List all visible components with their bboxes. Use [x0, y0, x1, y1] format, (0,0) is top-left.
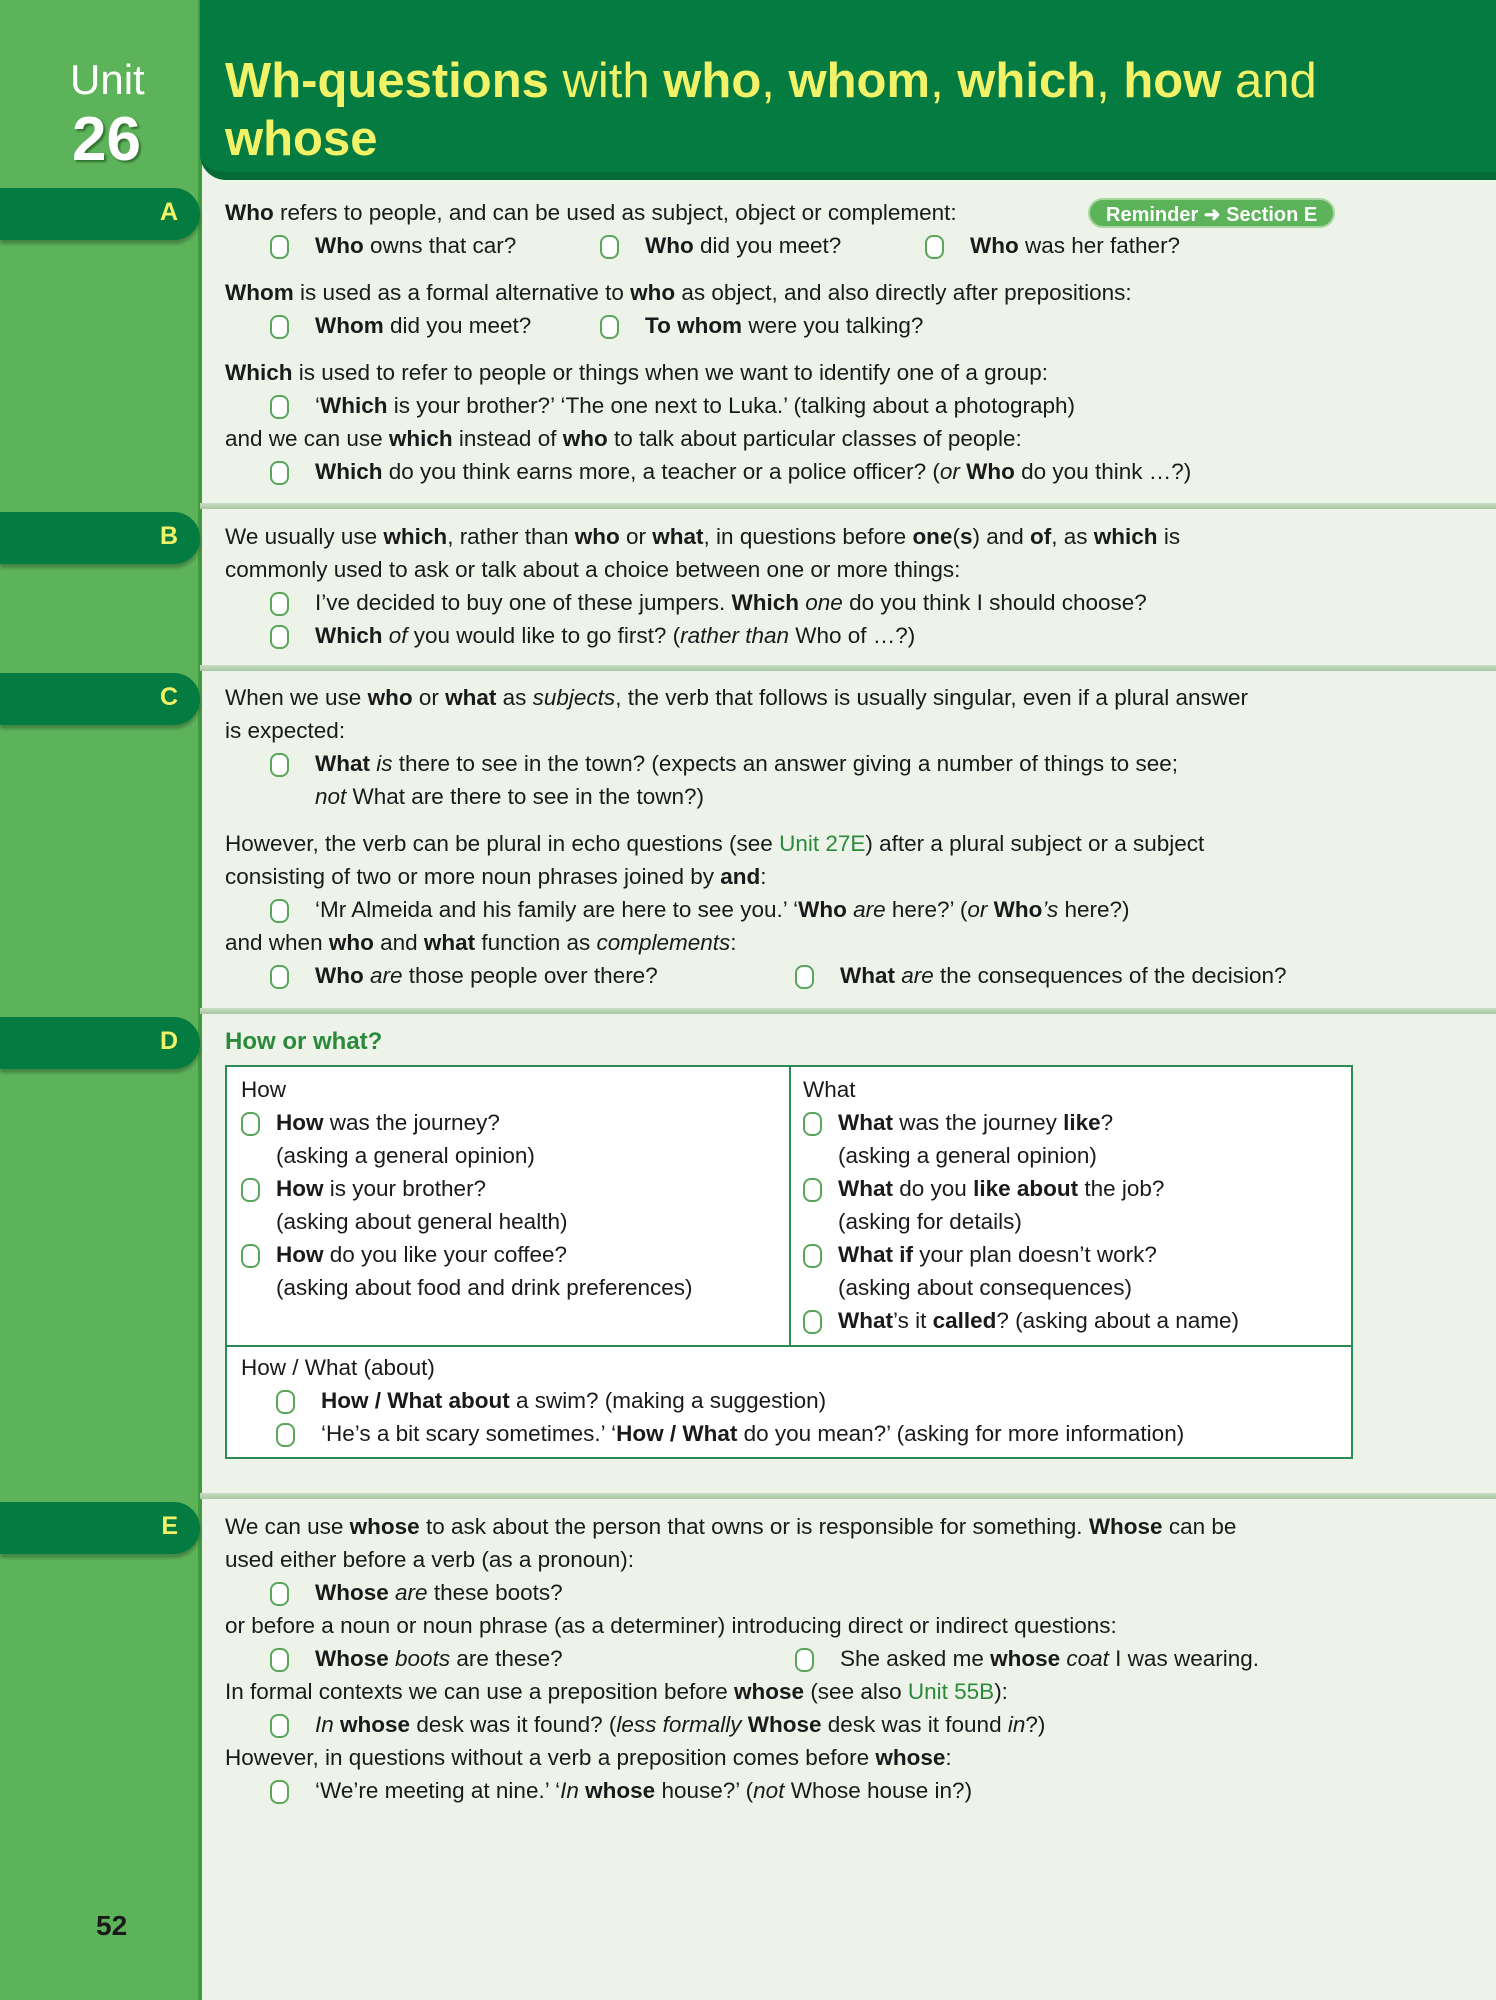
checkbox-icon[interactable] — [600, 315, 619, 339]
paragraph-line — [225, 276, 1365, 309]
checkbox-icon[interactable] — [270, 235, 289, 259]
paragraph-line — [225, 926, 1365, 959]
text-run: I was wearing. — [1108, 1646, 1259, 1671]
paragraph-line — [225, 827, 1365, 860]
text-run: commonly used to ask or talk about a choice between one or more things: — [225, 557, 961, 582]
text-run: how — [1123, 54, 1222, 108]
example-line — [225, 309, 1365, 342]
text-run: who — [328, 930, 374, 955]
example-note: (asking for details) — [838, 1209, 1022, 1234]
text-run: which — [383, 524, 448, 549]
text-run: which — [388, 426, 453, 451]
unit-link[interactable]: Unit 55B — [907, 1679, 995, 1704]
text-run: In — [315, 1712, 334, 1737]
text-run: Whose — [747, 1712, 822, 1737]
text-run: do you like your coffee? — [323, 1242, 567, 1267]
text-run: ? (asking about a name) — [996, 1308, 1240, 1333]
text-run: is — [376, 751, 393, 776]
text-run: s — [959, 524, 973, 549]
section-letter: A — [159, 198, 178, 226]
text-run: Which — [731, 590, 800, 615]
text-run: , as — [1051, 524, 1094, 549]
text-run: rather than — [680, 623, 789, 648]
checkbox-icon[interactable] — [270, 395, 289, 419]
text-run: and — [1221, 54, 1317, 108]
text-run: called — [932, 1308, 997, 1333]
text-run: , — [930, 54, 958, 108]
checkbox-icon[interactable] — [795, 1648, 814, 1672]
text-run: : — [945, 1745, 952, 1770]
text-run: What — [840, 963, 895, 988]
text-run: Whose — [315, 1580, 389, 1605]
text-run: refers to people, and can be used as subject, object or complement: — [273, 200, 957, 225]
text-run: was the journey — [893, 1110, 1064, 1135]
paragraph-line — [225, 681, 1365, 714]
text-run: not — [753, 1778, 785, 1803]
example-line — [225, 959, 1365, 992]
text-run: there to see in the town? (expects an answer giving a number of things to see; — [392, 751, 1178, 776]
text-run: Wh-questions — [225, 54, 549, 108]
text-run: one — [912, 524, 953, 549]
checkbox-icon[interactable] — [270, 592, 289, 616]
checkbox-icon[interactable] — [270, 1648, 289, 1672]
text-run: did you meet? — [383, 313, 532, 338]
text-run: How / What about — [321, 1388, 510, 1413]
text-run: desk was it found — [821, 1712, 1008, 1737]
text-run: However, the verb can be plural in echo questions (see — [225, 831, 780, 856]
text-run: Which — [315, 459, 383, 484]
text-run: ?) — [1025, 1712, 1046, 1737]
checkbox-icon[interactable] — [803, 1244, 822, 1268]
unit-link[interactable]: Unit 27E — [779, 831, 866, 856]
checkbox-icon[interactable] — [276, 1390, 295, 1414]
text-run: ’s it — [893, 1308, 933, 1333]
text-run: ‘ — [315, 393, 320, 418]
text-run: which — [1093, 524, 1158, 549]
text-run: Whom — [315, 313, 384, 338]
text-run: do you think I should choose? — [842, 590, 1147, 615]
text-run: ’s — [1042, 897, 1059, 922]
example-line — [225, 893, 1365, 926]
text-run: How / What — [616, 1421, 738, 1446]
text-run: , — [761, 54, 789, 108]
column-heading: How — [241, 1077, 287, 1102]
text-run: whose — [734, 1679, 805, 1704]
text-run: to ask about the person that owns or is responsible for something. — [419, 1514, 1089, 1539]
text-run: you would like to go first? ( — [407, 623, 681, 648]
text-run: or — [967, 897, 988, 922]
checkbox-icon[interactable] — [925, 235, 944, 259]
section-tab — [0, 1502, 200, 1554]
paragraph-line — [225, 422, 1365, 455]
text-run: What — [838, 1176, 893, 1201]
text-run: In formal contexts we can use a preposition before — [225, 1679, 735, 1704]
checkbox-icon[interactable] — [270, 461, 289, 485]
text-run: is expected: — [225, 718, 346, 743]
text-run: Which — [320, 393, 388, 418]
section-divider — [200, 1493, 1496, 1499]
example-line — [241, 1238, 781, 1271]
text-run: Who — [225, 200, 274, 225]
text-run: : — [760, 864, 767, 889]
section-tab — [0, 673, 200, 725]
text-run: ‘Mr Almeida and his family are here to see you.’ ‘ — [315, 897, 799, 922]
paragraph-line — [225, 520, 1365, 553]
section-letter: B — [159, 522, 178, 550]
example-item — [970, 229, 1180, 262]
checkbox-icon[interactable] — [803, 1178, 822, 1202]
text-run: Which — [225, 360, 293, 385]
text-run: who — [562, 426, 608, 451]
text-run: not — [315, 784, 347, 809]
checkbox-icon[interactable] — [276, 1423, 295, 1447]
text-run: We can use — [225, 1514, 350, 1539]
text-run: less formally — [616, 1712, 742, 1737]
text-run: (see also — [804, 1679, 908, 1704]
text-run: owns that car? — [363, 233, 517, 258]
example-line — [225, 619, 1365, 652]
text-run: are — [370, 963, 403, 988]
text-run: Who — [315, 963, 364, 988]
text-run: house?’ ( — [655, 1778, 754, 1803]
example-line — [803, 1106, 1343, 1139]
example-line — [803, 1304, 1343, 1337]
section-letter: D — [159, 1027, 178, 1055]
text-run: one — [805, 590, 843, 615]
column-heading: How / What (about) — [241, 1355, 435, 1380]
text-run: whose — [990, 1646, 1061, 1671]
what-column — [803, 1073, 1343, 1337]
example-line — [225, 389, 1365, 422]
paragraph-line — [225, 1609, 1365, 1642]
example-item — [840, 1642, 1259, 1675]
example-line — [225, 1576, 1365, 1609]
text-run: here?’ ( — [885, 897, 968, 922]
example-item — [645, 229, 841, 262]
text-run: What — [838, 1110, 893, 1135]
example-line — [225, 229, 1365, 262]
checkbox-icon[interactable] — [600, 235, 619, 259]
example-line — [241, 1172, 781, 1205]
text-run: Who — [970, 233, 1019, 258]
example-line — [225, 1708, 1365, 1741]
text-run: ) and — [972, 524, 1031, 549]
text-run: and we can use — [225, 426, 389, 451]
text-run: In — [560, 1778, 579, 1803]
text-run: do you think …?) — [1014, 459, 1192, 484]
text-run: , in questions before — [703, 524, 913, 549]
text-run: How — [276, 1242, 324, 1267]
text-run: What — [315, 751, 370, 776]
text-run: consisting of two or more noun phrases joined by — [225, 864, 721, 889]
text-run: , — [1096, 54, 1124, 108]
text-run: who — [574, 524, 620, 549]
paragraph-line — [225, 1675, 1365, 1708]
text-run: , the verb that follows is usually singular, even if a plural answer — [615, 685, 1249, 710]
text-run: , rather than — [447, 524, 575, 549]
text-run: or — [939, 459, 960, 484]
page-number: 52 — [96, 1910, 128, 1941]
text-run: is used as a formal alternative to — [293, 280, 631, 305]
text-run: Who — [798, 897, 847, 922]
paragraph-line — [225, 1741, 1365, 1774]
text-run: of — [1030, 524, 1052, 549]
text-run: When we use — [225, 685, 368, 710]
section-tab — [0, 188, 200, 240]
checkbox-icon[interactable] — [795, 965, 814, 989]
example-line — [225, 586, 1365, 619]
example-note: (asking about general health) — [276, 1209, 568, 1234]
how-column — [241, 1073, 781, 1304]
text-run: boots — [395, 1646, 451, 1671]
text-run: and — [373, 930, 424, 955]
example-line — [241, 1417, 1341, 1450]
text-run: as object, and also directly after prepositions: — [675, 280, 1132, 305]
text-run: and — [720, 864, 761, 889]
example-note: (asking a general opinion) — [838, 1143, 1097, 1168]
section-divider — [200, 503, 1496, 509]
text-run: as — [496, 685, 533, 710]
text-run: She asked me — [840, 1646, 991, 1671]
text-run: complements — [596, 930, 731, 955]
text-run: Who — [315, 233, 364, 258]
checkbox-icon[interactable] — [270, 899, 289, 923]
text-run: : — [730, 930, 737, 955]
text-run: these boots? — [427, 1580, 563, 1605]
text-run: Who — [966, 459, 1015, 484]
checkbox-icon[interactable] — [803, 1112, 822, 1136]
checkbox-icon[interactable] — [241, 1244, 260, 1268]
text-run: do you mean?’ (asking for more information) — [737, 1421, 1185, 1446]
checkbox-icon[interactable] — [270, 1582, 289, 1606]
example-item — [840, 959, 1287, 992]
paragraph-line — [225, 860, 1365, 893]
text-run: Whom — [225, 280, 294, 305]
text-run: is your brother? — [323, 1176, 487, 1201]
text-run: What are there to see in the town?) — [346, 784, 704, 809]
section-divider — [200, 1008, 1496, 1014]
example-item — [645, 309, 923, 342]
text-run: was the journey? — [323, 1110, 500, 1135]
example-line — [241, 1106, 781, 1139]
text-run: who — [367, 685, 413, 710]
section-letter: C — [159, 683, 178, 711]
text-run: Who — [993, 897, 1043, 922]
checkbox-icon[interactable] — [803, 1310, 822, 1334]
checkbox-icon[interactable] — [270, 965, 289, 989]
example-note: (asking about food and drink preferences) — [276, 1275, 693, 1300]
text-run: I’ve decided to buy one of these jumpers. — [315, 590, 732, 615]
text-run: To whom — [645, 313, 743, 338]
text-run: was her father? — [1018, 233, 1181, 258]
text-run: those people over there? — [402, 963, 658, 988]
example-line — [803, 1238, 1343, 1271]
unit-label: Unit — [70, 56, 145, 103]
text-run: ): — [994, 1679, 1008, 1704]
text-run: are — [901, 963, 934, 988]
text-run: Who of …?) — [789, 623, 916, 648]
text-run: coat — [1066, 1646, 1109, 1671]
text-run: what — [423, 930, 476, 955]
text-run: the consequences of the decision? — [933, 963, 1287, 988]
text-run: who — [630, 280, 676, 305]
example-line — [225, 780, 1365, 813]
text-run: are — [395, 1580, 428, 1605]
text-run: of — [388, 623, 408, 648]
paragraph-line — [225, 1543, 1365, 1576]
paragraph-line — [225, 356, 1365, 389]
checkbox-icon[interactable] — [241, 1178, 260, 1202]
text-run: or — [619, 524, 653, 549]
example-item — [315, 229, 516, 262]
text-run: whom — [788, 54, 931, 108]
how-what-table — [225, 1065, 1353, 1459]
text-run: Who — [645, 233, 694, 258]
text-run: the job? — [1078, 1176, 1165, 1201]
text-run: How — [276, 1110, 324, 1135]
section-heading: How or what? — [225, 1028, 383, 1055]
text-run: like — [1063, 1110, 1101, 1135]
checkbox-icon[interactable] — [270, 1714, 289, 1738]
example-line — [241, 1384, 1341, 1417]
example-note: (asking about consequences) — [838, 1275, 1132, 1300]
text-run: here?) — [1058, 897, 1130, 922]
checkbox-icon[interactable] — [270, 315, 289, 339]
text-run: or before a noun or noun phrase (as a determiner) introducing direct or indirect questions: — [225, 1613, 1117, 1638]
text-run: What if — [838, 1242, 913, 1267]
example-line — [225, 747, 1365, 780]
text-run: We usually use — [225, 524, 384, 549]
text-run: to talk about particular classes of people: — [607, 426, 1022, 451]
text-run: is your brother?’ ‘The one next to Luka.’ (talking about a photograph) — [387, 393, 1076, 418]
example-line — [803, 1172, 1343, 1205]
text-run: are — [853, 897, 886, 922]
text-run: ? — [1100, 1110, 1114, 1135]
text-run: and when — [225, 930, 329, 955]
text-run: in — [1007, 1712, 1026, 1737]
text-run: what — [652, 524, 704, 549]
text-run: what — [445, 685, 497, 710]
text-run: whose — [225, 112, 378, 166]
text-run: are these? — [450, 1646, 563, 1671]
example-item — [315, 959, 658, 992]
text-run: is — [1157, 524, 1181, 549]
text-run: a swim? (making a suggestion) — [509, 1388, 827, 1413]
text-run: who — [663, 54, 762, 108]
text-run: did you meet? — [693, 233, 842, 258]
text-run: is used to refer to people or things when we want to identify one of a group: — [292, 360, 1048, 385]
table-divider — [789, 1067, 791, 1347]
table-divider — [227, 1345, 1351, 1347]
example-line — [225, 1642, 1365, 1675]
example-item — [315, 1642, 563, 1675]
text-run: or — [412, 685, 446, 710]
text-run: instead of — [452, 426, 563, 451]
example-note: (asking a general opinion) — [276, 1143, 535, 1168]
text-run: which — [957, 54, 1097, 108]
checkbox-icon[interactable] — [241, 1112, 260, 1136]
section-letter: E — [161, 1512, 178, 1540]
text-run: ) after a plural subject or a subject — [865, 831, 1205, 856]
text-run: with — [548, 54, 664, 108]
text-run: What — [838, 1308, 893, 1333]
text-run: How — [276, 1176, 324, 1201]
text-run: ( — [952, 524, 960, 549]
text-run: used either before a verb (as a pronoun): — [225, 1547, 634, 1572]
text-run: do you — [893, 1176, 974, 1201]
how-what-about-row — [241, 1351, 1341, 1450]
text-run: desk was it found? ( — [410, 1712, 617, 1737]
checkbox-icon[interactable] — [270, 1780, 289, 1804]
text-run: do you think earns more, a teacher or a police officer? ( — [382, 459, 940, 484]
checkbox-icon[interactable] — [270, 625, 289, 649]
section-tab — [0, 1017, 200, 1069]
text-run: Which — [315, 623, 383, 648]
text-run: whose — [875, 1745, 946, 1770]
page-title — [225, 52, 1345, 168]
checkbox-icon[interactable] — [270, 753, 289, 777]
example-line — [225, 455, 1365, 488]
example-line — [225, 1774, 1365, 1807]
section-divider — [200, 665, 1496, 671]
text-run: However, in questions without a verb a preposition comes before — [225, 1745, 876, 1770]
paragraph-line — [225, 196, 1365, 229]
text-run: function as — [475, 930, 597, 955]
text-run: whose — [340, 1712, 411, 1737]
text-run: whose — [349, 1514, 420, 1539]
column-heading: What — [803, 1077, 856, 1102]
text-run: your plan doesn’t work? — [912, 1242, 1157, 1267]
text-run: ‘We’re meeting at nine.’ ‘ — [315, 1778, 561, 1803]
reminder-link[interactable]: Reminder ➜ Section E — [1088, 198, 1335, 228]
text-run: subjects — [532, 685, 616, 710]
unit-number: 26 — [72, 105, 141, 174]
text-run: whose — [585, 1778, 656, 1803]
section-tab — [0, 512, 200, 564]
example-item — [315, 309, 531, 342]
text-run: Whose house in?) — [784, 1778, 973, 1803]
paragraph-line — [225, 1510, 1365, 1543]
text-run: can be — [1162, 1514, 1237, 1539]
paragraph-line — [225, 714, 1365, 747]
text-run: Whose — [1088, 1514, 1163, 1539]
text-run: Whose — [315, 1646, 389, 1671]
text-run: were you talking? — [742, 313, 924, 338]
text-run: ‘He’s a bit scary sometimes.’ ‘ — [321, 1421, 617, 1446]
paragraph-line — [225, 553, 1365, 586]
text-run: like about — [973, 1176, 1079, 1201]
sidebar — [0, 0, 202, 2000]
